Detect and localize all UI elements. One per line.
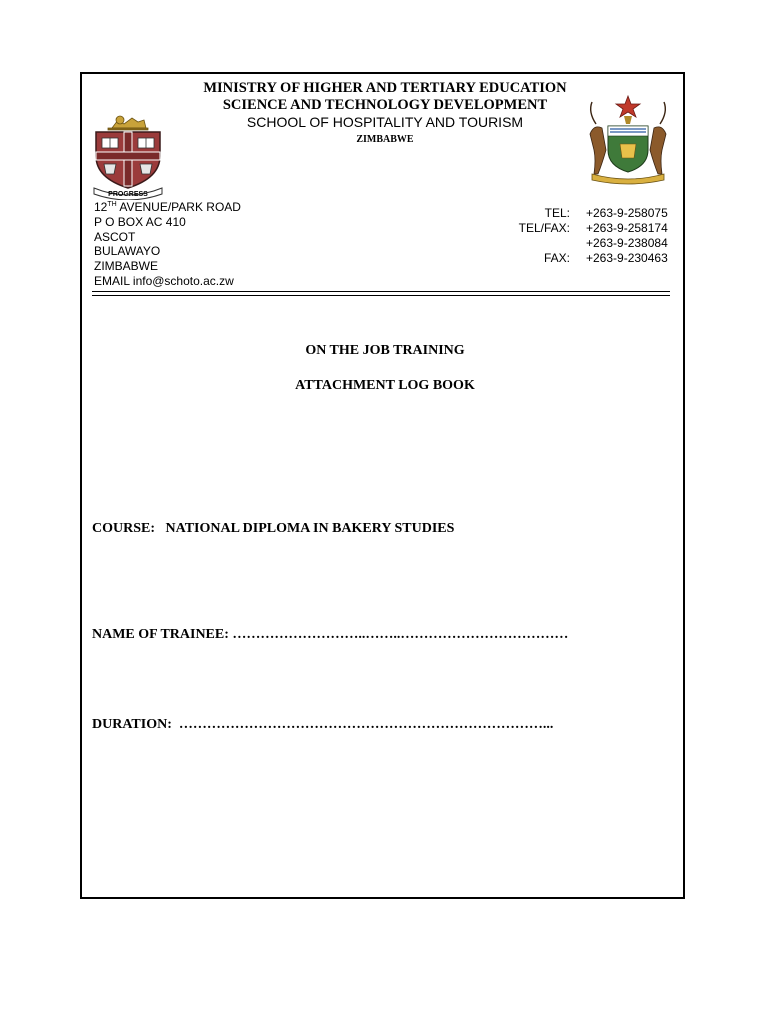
tel-label: TEL:: [544, 206, 570, 220]
address-line-5: ZIMBABWE: [94, 259, 159, 274]
telfax-label: TEL/FAX:: [518, 221, 570, 235]
duration-field: DURATION: ……………………………………………………………………...: [92, 717, 554, 732]
page-border: [80, 72, 685, 899]
crest-motto: PROGRESS: [108, 191, 148, 198]
ministry-title: MINISTRY OF HIGHER AND TERTIARY EDUCATION: [203, 80, 567, 96]
trainee-name-field: NAME OF TRAINEE: ………………………..……..………………………………: [92, 627, 569, 642]
email-line: EMAIL info@schoto.ac.zw: [94, 273, 234, 288]
country-name: ZIMBABWE: [356, 134, 414, 145]
address-line-3: ASCOT: [94, 229, 136, 244]
telfax-value-1: +263-9-258174: [586, 221, 668, 235]
fax-label: FAX:: [543, 251, 570, 265]
header-divider-top: [92, 291, 670, 292]
contact-values: [586, 206, 668, 266]
tel-value: +263-9-258075: [586, 206, 668, 220]
address-line-2: P O BOX AC 410: [94, 214, 186, 229]
fax-value: +263-9-230463: [586, 251, 668, 265]
ministry-subtitle: SCIENCE AND TECHNOLOGY DEVELOPMENT: [222, 97, 548, 113]
document-title: ON THE JOB TRAINING: [305, 343, 465, 358]
document-subtitle: ATTACHMENT LOG BOOK: [295, 378, 475, 393]
address-line-1: 12TH AVENUE/PARK ROAD: [94, 200, 241, 214]
school-name: SCHOOL OF HOSPITALITY AND TOURISM: [246, 114, 524, 130]
address-line-4: BULAWAYO: [94, 244, 161, 259]
contact-labels: [519, 206, 570, 266]
telfax-value-2: +263-9-238084: [586, 236, 668, 250]
address-block: [94, 198, 241, 289]
header-divider-bottom: [92, 295, 670, 296]
course-field: COURSE: NATIONAL DIPLOMA IN BAKERY STUDIES: [92, 521, 455, 536]
